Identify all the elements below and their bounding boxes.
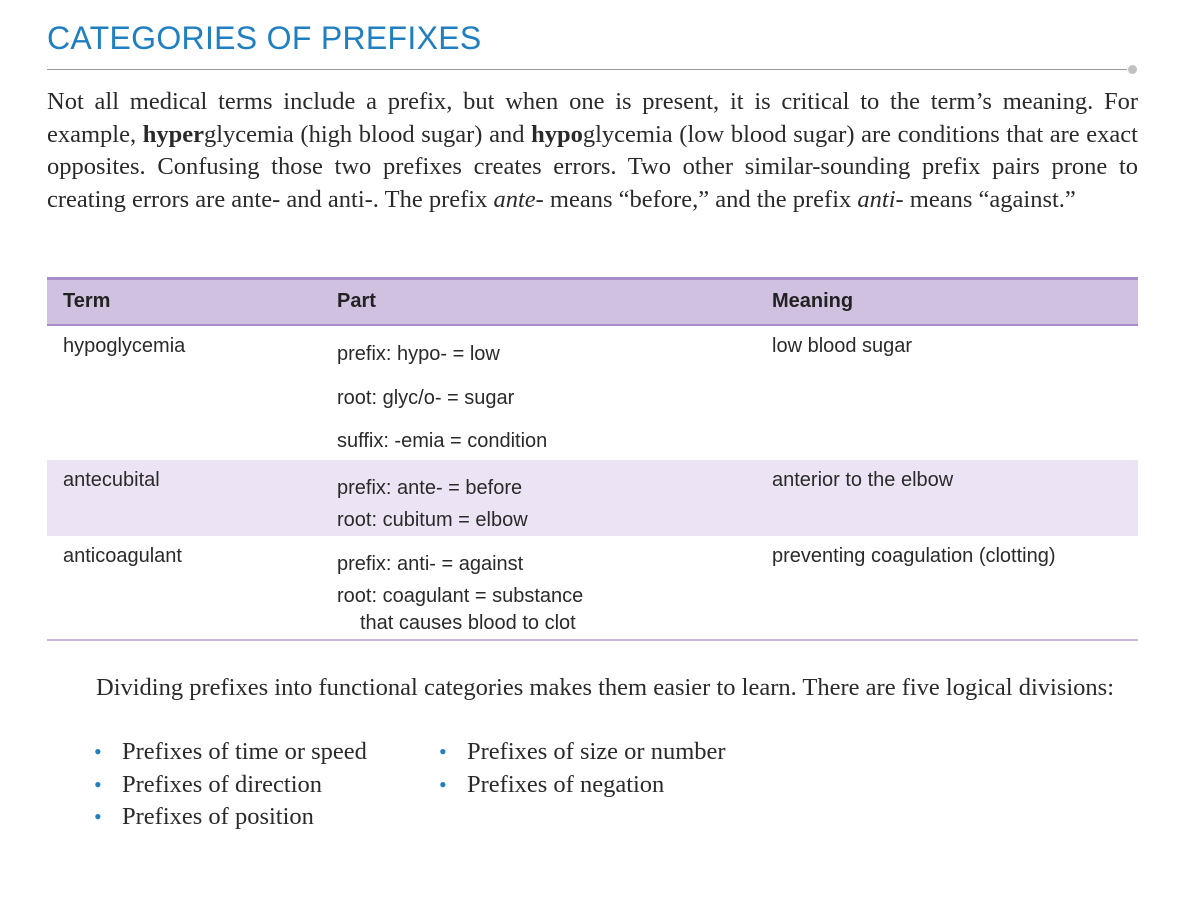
list-item-label: Prefixes of negation [467,770,665,798]
row-part: suffix: -emia = condition [337,430,548,452]
body-paragraph: Dividing prefixes into functional categories makes them easier to learn. There are five logical divisions: [96,674,1115,701]
prefix-table [47,277,1138,641]
table-row [47,460,1138,536]
list-item-label: Prefixes of time or speed [122,738,367,765]
table-header [47,277,1138,326]
header-term: Term [63,290,111,312]
row-part: prefix: ante- = before [337,477,523,499]
row-part: root: coagulant = substance [337,585,584,607]
intro-text-5: means “against.” [903,185,1076,213]
row-term: antecubital [63,469,160,491]
intro-text-4: means “before,” and the prefix [543,185,858,213]
bullet-list-right [439,736,726,801]
list-item-label: Prefixes of size or number [467,738,726,765]
list-item-label: Prefixes of direction [122,770,323,798]
row-part: prefix: hypo- = low [337,343,500,365]
list-item [94,769,367,802]
bullet-icon: • [94,771,102,797]
intro-bold-hyper: hyper [142,120,204,148]
header-meaning: Meaning [772,290,854,312]
table-row [47,326,1138,460]
bullet-icon: • [439,739,447,764]
list-item [94,801,367,834]
intro-text-2: glycemia (high blood sugar) and [204,120,532,148]
row-part: prefix: anti- = against [337,553,524,575]
list-item [94,736,367,769]
list-item [439,769,726,802]
row-meaning: anterior to the elbow [772,469,954,491]
intro-text-3: glycemia (low blood sugar) are conditions that are exact opposites. Confusing those two prefixes creates errors. Two other similar-sounding prefix pairs prone to creating errors are ante- and anti-. The prefix [47,120,1138,213]
intro-paragraph [47,86,1138,216]
row-term: anticoagulant [63,545,182,567]
row-part: that causes blood to clot [360,612,576,634]
bullet-icon: • [94,739,102,764]
row-part: root: cubitum = elbow [337,509,528,531]
row-meaning: low blood sugar [772,335,913,357]
table-row [47,536,1138,641]
row-meaning: preventing coagulation (clotting) [772,545,1056,567]
bullet-list-left [94,736,367,834]
list-item-label: Prefixes of position [122,803,314,830]
intro-bold-hypo: hypo [531,120,583,148]
title-rule [47,69,1127,70]
list-item [439,736,726,769]
intro-italic-anti: anti- [857,185,904,213]
rule-end-dot [1128,65,1137,74]
page-title: CATEGORIES OF PREFIXES [47,20,482,56]
bullet-icon: • [439,771,447,797]
header-part: Part [337,290,376,312]
row-part: root: glyc/o- = sugar [337,387,515,409]
intro-italic-ante: ante- [493,185,544,213]
bullet-icon: • [94,804,102,829]
row-term: hypoglycemia [63,335,186,357]
intro-text-1: Not all medical terms include a prefix, but when one is present, it is critical to the term’s meaning. For example, [47,88,1138,148]
